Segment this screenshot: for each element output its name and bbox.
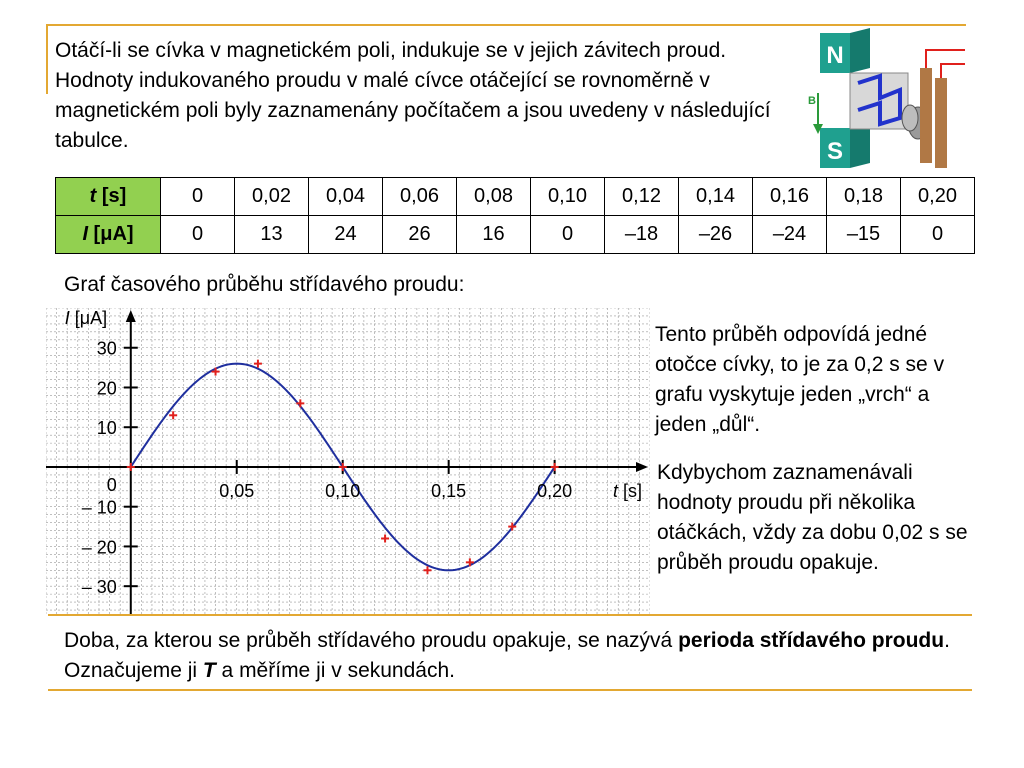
table-cell: 0 (531, 216, 605, 254)
table-cell: 26 (383, 216, 457, 254)
intro-paragraph: Otáčí-li se cívka v magnetickém poli, indukuje se v jejich závitech proud. Hodnoty indukovaného proudu v malé cívce otáčející se rovnoměrně v magnetickém poli byly zaznamenány počítačem a jsou uvedeny v následující tabulce. (55, 39, 771, 152)
table-cell: –26 (679, 216, 753, 254)
bottom-rule-upper (48, 614, 972, 616)
table-cell: 0,16 (753, 178, 827, 216)
field-label: B (808, 95, 816, 107)
period-symbol: T (202, 659, 216, 682)
table-cell: 0,20 (901, 178, 975, 216)
y-tick-label: – 10 (81, 497, 117, 518)
x-tick-label: 0,15 (431, 480, 467, 501)
left-rule (46, 24, 48, 94)
table-cell: 0 (161, 216, 235, 254)
table-cell: –18 (605, 216, 679, 254)
x-tick-label: 0,05 (219, 480, 255, 501)
table-row-time (56, 178, 975, 216)
table-cell: 0,14 (679, 178, 753, 216)
period-term: perioda střídavého proudu (678, 629, 945, 652)
table-cell: –24 (753, 216, 827, 254)
side-paragraph-2: Kdybychom zaznamenávali hodnoty proudu při několika otáčkách, vždy za dobu 0,02 s se průběh proudu opakuje. (657, 461, 968, 574)
table-cell: 13 (235, 216, 309, 254)
table-cell: 0 (161, 178, 235, 216)
table-cell: 0,12 (605, 178, 679, 216)
y-tick-label: – 30 (81, 577, 117, 598)
x-axis-arrow-icon (636, 462, 648, 472)
data-point (381, 534, 389, 542)
side-paragraph-1: Tento průběh odpovídá jedné otočce cívky, to je za 0,2 s se v grafu vyskytuje jeden „vrch“ a jeden „důl“. (655, 323, 945, 436)
table-cell: 0,10 (531, 178, 605, 216)
graph-caption: Graf časového průběhu střídavého proudu: (64, 273, 465, 296)
chart-grid (46, 308, 650, 614)
table-header-current: I [μA] (56, 216, 161, 254)
brush (920, 68, 932, 163)
south-label: S (826, 138, 844, 165)
table-cell: 16 (457, 216, 531, 254)
data-point (296, 399, 304, 407)
y-tick-label: 30 (96, 338, 117, 359)
table-row-current (56, 216, 975, 254)
table-cell: 0 (901, 216, 975, 254)
generator-illustration (800, 28, 970, 173)
table-cell: 0,18 (827, 178, 901, 216)
table-cell: 0,02 (235, 178, 309, 216)
y-tick-label: – 20 (81, 537, 117, 558)
current-chart (46, 308, 650, 614)
period-definition: Doba, za kterou se průběh střídavého proudu opakuje, se nazývá perioda střídavého proudu. Označujeme ji T a měříme ji v sekundách. (64, 629, 950, 682)
x-tick-label: 0,10 (325, 480, 361, 501)
table-cell: 0,04 (309, 178, 383, 216)
data-point (466, 558, 474, 566)
table-header-time: t [s] (56, 178, 161, 216)
top-rule (48, 24, 966, 26)
table-cell: 24 (309, 216, 383, 254)
x-axis-label: t [s] (612, 480, 642, 501)
data-point (212, 368, 220, 376)
table-cell: 0,06 (383, 178, 457, 216)
measurement-table (55, 177, 975, 254)
table-cell: 0,08 (457, 178, 531, 216)
y-tick-label: 10 (96, 418, 117, 439)
bottom-rule-lower (48, 689, 972, 691)
north-label: N (826, 42, 844, 69)
table-cell: –15 (827, 216, 901, 254)
y-tick-label: 20 (96, 378, 117, 399)
data-point (169, 411, 177, 419)
x-tick-label: 0,20 (537, 480, 573, 501)
y-axis-label: I [μA] (64, 308, 108, 328)
origin-label: 0 (106, 474, 117, 495)
